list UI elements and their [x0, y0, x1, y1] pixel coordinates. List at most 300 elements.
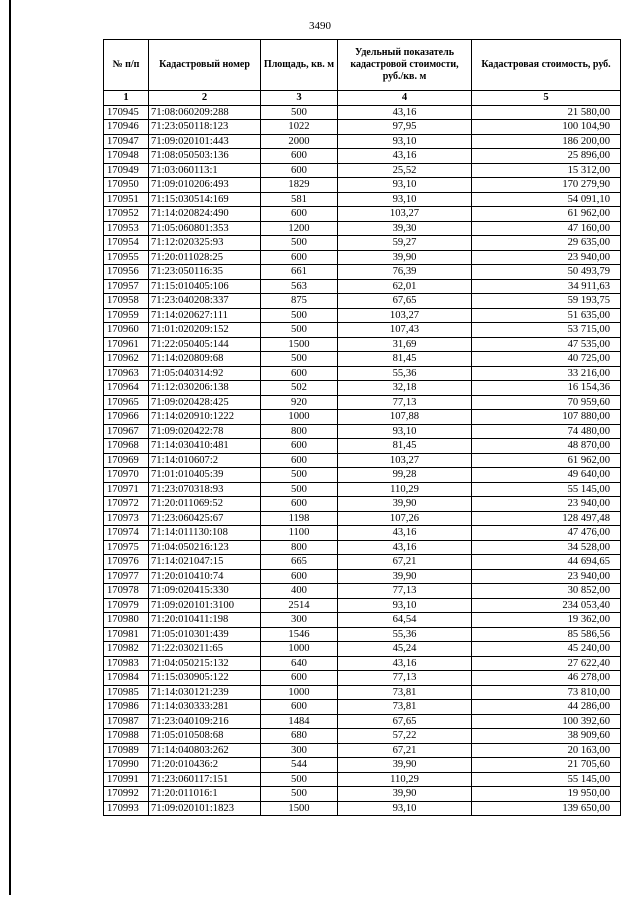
table-row	[104, 323, 621, 338]
table-row	[104, 482, 621, 497]
row-index: 170971	[104, 482, 149, 497]
cadastral-number: 71:20:011028:25	[149, 250, 261, 265]
specific-value: 59,27	[338, 236, 472, 251]
area: 500	[261, 308, 338, 323]
cadastral-value: 49 640,00	[472, 468, 621, 483]
area: 600	[261, 497, 338, 512]
row-index: 170959	[104, 308, 149, 323]
row-index: 170967	[104, 424, 149, 439]
cadastral-value: 186 200,00	[472, 134, 621, 149]
specific-value: 67,65	[338, 294, 472, 309]
row-index: 170960	[104, 323, 149, 338]
area: 500	[261, 468, 338, 483]
area: 600	[261, 250, 338, 265]
area: 500	[261, 323, 338, 338]
cadastral-number: 71:14:040803:262	[149, 743, 261, 758]
cadastral-number: 71:04:050215:132	[149, 656, 261, 671]
area: 600	[261, 366, 338, 381]
area: 502	[261, 381, 338, 396]
specific-value: 103,27	[338, 308, 472, 323]
area: 800	[261, 540, 338, 555]
row-index: 170968	[104, 439, 149, 454]
specific-value: 39,90	[338, 787, 472, 802]
cadastral-value: 55 145,00	[472, 482, 621, 497]
row-index: 170992	[104, 787, 149, 802]
specific-value: 43,16	[338, 105, 472, 120]
specific-value: 57,22	[338, 729, 472, 744]
table-row	[104, 192, 621, 207]
row-index: 170964	[104, 381, 149, 396]
cadastral-value: 19 950,00	[472, 787, 621, 802]
cadastral-value: 33 216,00	[472, 366, 621, 381]
cadastral-number: 71:20:010411:198	[149, 613, 261, 628]
specific-value: 39,90	[338, 758, 472, 773]
area: 600	[261, 671, 338, 686]
table-row	[104, 787, 621, 802]
cadastral-value: 23 940,00	[472, 569, 621, 584]
cadastral-value: 100 104,90	[472, 120, 621, 135]
cadastral-value: 128 497,48	[472, 511, 621, 526]
cadastral-number: 71:12:030206:138	[149, 381, 261, 396]
header-row	[104, 40, 621, 91]
row-index: 170970	[104, 468, 149, 483]
cadastral-value: 47 160,00	[472, 221, 621, 236]
cadastral-number: 71:15:010405:106	[149, 279, 261, 294]
column-number: 3	[261, 91, 338, 106]
specific-value: 97,95	[338, 120, 472, 135]
table-body	[104, 105, 621, 816]
cadastral-value: 30 852,00	[472, 584, 621, 599]
cadastral-number: 71:05:010301:439	[149, 627, 261, 642]
specific-value: 110,29	[338, 772, 472, 787]
cadastral-value: 139 650,00	[472, 801, 621, 816]
cadastral-value: 54 091,10	[472, 192, 621, 207]
row-index: 170979	[104, 598, 149, 613]
cadastral-value: 70 959,60	[472, 395, 621, 410]
table-row	[104, 526, 621, 541]
table-row	[104, 178, 621, 193]
cadastral-value: 38 909,60	[472, 729, 621, 744]
area: 1500	[261, 801, 338, 816]
row-index: 170969	[104, 453, 149, 468]
table-row	[104, 221, 621, 236]
header-cadastral-value: Кадастровая стоимость, руб.	[472, 40, 621, 91]
cadastral-number: 71:15:030514:169	[149, 192, 261, 207]
area: 680	[261, 729, 338, 744]
specific-value: 43,16	[338, 149, 472, 164]
cadastral-number: 71:14:030121:239	[149, 685, 261, 700]
cadastral-value: 107 880,00	[472, 410, 621, 425]
table-row	[104, 685, 621, 700]
specific-value: 55,36	[338, 366, 472, 381]
cadastral-table	[103, 39, 621, 816]
column-number: 5	[472, 91, 621, 106]
area: 1100	[261, 526, 338, 541]
table-row	[104, 714, 621, 729]
row-index: 170983	[104, 656, 149, 671]
table-row	[104, 366, 621, 381]
specific-value: 93,10	[338, 134, 472, 149]
specific-value: 107,26	[338, 511, 472, 526]
specific-value: 39,90	[338, 569, 472, 584]
cadastral-number: 71:20:011069:52	[149, 497, 261, 512]
table-row	[104, 700, 621, 715]
area: 300	[261, 613, 338, 628]
table-row	[104, 497, 621, 512]
cadastral-number: 71:14:030333:281	[149, 700, 261, 715]
cadastral-number: 71:22:050405:144	[149, 337, 261, 352]
table-row	[104, 569, 621, 584]
cadastral-number: 71:04:050216:123	[149, 540, 261, 555]
cadastral-value: 45 240,00	[472, 642, 621, 657]
area: 500	[261, 236, 338, 251]
specific-value: 25,52	[338, 163, 472, 178]
area: 1546	[261, 627, 338, 642]
table-row	[104, 656, 621, 671]
area: 1484	[261, 714, 338, 729]
header-specific-value: Удельный показатель кадастровой стоимости, руб./кв. м	[338, 40, 472, 91]
cadastral-value: 85 586,56	[472, 627, 621, 642]
table-row	[104, 134, 621, 149]
area: 400	[261, 584, 338, 599]
specific-value: 103,27	[338, 207, 472, 222]
row-index: 170961	[104, 337, 149, 352]
cadastral-number: 71:20:011016:1	[149, 787, 261, 802]
row-index: 170982	[104, 642, 149, 657]
row-index: 170988	[104, 729, 149, 744]
table-row	[104, 149, 621, 164]
cadastral-value: 47 535,00	[472, 337, 621, 352]
cadastral-value: 40 725,00	[472, 352, 621, 367]
table-row	[104, 540, 621, 555]
row-index: 170984	[104, 671, 149, 686]
specific-value: 39,90	[338, 250, 472, 265]
area: 500	[261, 352, 338, 367]
table-row	[104, 308, 621, 323]
row-index: 170954	[104, 236, 149, 251]
area: 600	[261, 207, 338, 222]
row-index: 170986	[104, 700, 149, 715]
row-index: 170987	[104, 714, 149, 729]
specific-value: 110,29	[338, 482, 472, 497]
specific-value: 73,81	[338, 685, 472, 700]
table-row	[104, 381, 621, 396]
cadastral-number: 71:14:021047:15	[149, 555, 261, 570]
column-number-row	[104, 91, 621, 106]
specific-value: 39,90	[338, 497, 472, 512]
row-index: 170966	[104, 410, 149, 425]
area: 500	[261, 772, 338, 787]
cadastral-number: 71:23:060117:151	[149, 772, 261, 787]
cadastral-number: 71:09:020101:443	[149, 134, 261, 149]
area: 800	[261, 424, 338, 439]
area: 1198	[261, 511, 338, 526]
specific-value: 43,16	[338, 540, 472, 555]
cadastral-number: 71:23:070318:93	[149, 482, 261, 497]
table-row	[104, 511, 621, 526]
table-row	[104, 743, 621, 758]
area: 920	[261, 395, 338, 410]
area: 2514	[261, 598, 338, 613]
cadastral-number: 71:23:040208:337	[149, 294, 261, 309]
table-row	[104, 772, 621, 787]
table-row	[104, 265, 621, 280]
row-index: 170950	[104, 178, 149, 193]
area: 1200	[261, 221, 338, 236]
area: 600	[261, 453, 338, 468]
cadastral-value: 15 312,00	[472, 163, 621, 178]
table-row	[104, 424, 621, 439]
row-index: 170955	[104, 250, 149, 265]
area: 600	[261, 439, 338, 454]
row-index: 170947	[104, 134, 149, 149]
cadastral-value: 73 810,00	[472, 685, 621, 700]
cadastral-number: 71:05:010508:68	[149, 729, 261, 744]
cadastral-number: 71:05:060801:353	[149, 221, 261, 236]
specific-value: 93,10	[338, 598, 472, 613]
table-row	[104, 163, 621, 178]
cadastral-number: 71:09:020415:330	[149, 584, 261, 599]
cadastral-number: 71:08:050503:136	[149, 149, 261, 164]
cadastral-value: 170 279,90	[472, 178, 621, 193]
cadastral-number: 71:01:010405:39	[149, 468, 261, 483]
table-row	[104, 294, 621, 309]
specific-value: 31,69	[338, 337, 472, 352]
cadastral-number: 71:14:011130:108	[149, 526, 261, 541]
row-index: 170945	[104, 105, 149, 120]
cadastral-number: 71:09:010206:493	[149, 178, 261, 193]
row-index: 170978	[104, 584, 149, 599]
row-index: 170972	[104, 497, 149, 512]
row-index: 170990	[104, 758, 149, 773]
row-index: 170962	[104, 352, 149, 367]
cadastral-value: 51 635,00	[472, 308, 621, 323]
cadastral-number: 71:14:020627:111	[149, 308, 261, 323]
area: 500	[261, 105, 338, 120]
cadastral-number: 71:14:030410:481	[149, 439, 261, 454]
row-index: 170973	[104, 511, 149, 526]
specific-value: 77,13	[338, 395, 472, 410]
table-row	[104, 236, 621, 251]
cadastral-number: 71:23:050118:123	[149, 120, 261, 135]
row-index: 170985	[104, 685, 149, 700]
area: 500	[261, 787, 338, 802]
specific-value: 103,27	[338, 453, 472, 468]
area: 1500	[261, 337, 338, 352]
row-index: 170989	[104, 743, 149, 758]
table-row	[104, 627, 621, 642]
area: 875	[261, 294, 338, 309]
specific-value: 77,13	[338, 584, 472, 599]
specific-value: 67,21	[338, 555, 472, 570]
specific-value: 32,18	[338, 381, 472, 396]
area: 500	[261, 482, 338, 497]
cadastral-number: 71:03:060113:1	[149, 163, 261, 178]
row-index: 170976	[104, 555, 149, 570]
table-row	[104, 758, 621, 773]
cadastral-value: 34 911,63	[472, 279, 621, 294]
cadastral-value: 16 154,36	[472, 381, 621, 396]
cadastral-value: 59 193,75	[472, 294, 621, 309]
row-index: 170977	[104, 569, 149, 584]
specific-value: 76,39	[338, 265, 472, 280]
specific-value: 43,16	[338, 656, 472, 671]
cadastral-number: 71:23:060425:67	[149, 511, 261, 526]
specific-value: 62,01	[338, 279, 472, 294]
cadastral-number: 71:23:040109:216	[149, 714, 261, 729]
cadastral-number: 71:20:010410:74	[149, 569, 261, 584]
cadastral-number: 71:01:020209:152	[149, 323, 261, 338]
cadastral-number: 71:09:020101:1823	[149, 801, 261, 816]
table-row	[104, 395, 621, 410]
column-number: 1	[104, 91, 149, 106]
area: 600	[261, 163, 338, 178]
table-row	[104, 105, 621, 120]
area: 544	[261, 758, 338, 773]
cadastral-value: 44 694,65	[472, 555, 621, 570]
cadastral-number: 71:09:020428:425	[149, 395, 261, 410]
specific-value: 93,10	[338, 192, 472, 207]
area: 600	[261, 569, 338, 584]
table-row	[104, 642, 621, 657]
row-index: 170949	[104, 163, 149, 178]
specific-value: 67,21	[338, 743, 472, 758]
row-index: 170946	[104, 120, 149, 135]
cadastral-number: 71:09:020101:3100	[149, 598, 261, 613]
column-number: 4	[338, 91, 472, 106]
row-index: 170980	[104, 613, 149, 628]
table-row	[104, 584, 621, 599]
header-cadastral-number: Кадастровый номер	[149, 40, 261, 91]
table-row	[104, 729, 621, 744]
cadastral-value: 100 392,60	[472, 714, 621, 729]
row-index: 170965	[104, 395, 149, 410]
cadastral-value: 46 278,00	[472, 671, 621, 686]
specific-value: 77,13	[338, 671, 472, 686]
table-row	[104, 120, 621, 135]
row-index: 170956	[104, 265, 149, 280]
table-row	[104, 250, 621, 265]
cadastral-number: 71:12:020325:93	[149, 236, 261, 251]
area: 300	[261, 743, 338, 758]
row-index: 170957	[104, 279, 149, 294]
area: 1000	[261, 685, 338, 700]
specific-value: 107,88	[338, 410, 472, 425]
page-number: 3490	[309, 20, 331, 32]
area: 600	[261, 149, 338, 164]
area: 661	[261, 265, 338, 280]
table-row	[104, 613, 621, 628]
cadastral-number: 71:08:060209:288	[149, 105, 261, 120]
area: 2000	[261, 134, 338, 149]
cadastral-number: 71:14:010607:2	[149, 453, 261, 468]
specific-value: 81,45	[338, 439, 472, 454]
specific-value: 81,45	[338, 352, 472, 367]
cadastral-number: 71:05:040314:92	[149, 366, 261, 381]
cadastral-number: 71:15:030905:122	[149, 671, 261, 686]
cadastral-value: 48 870,00	[472, 439, 621, 454]
cadastral-value: 23 940,00	[472, 497, 621, 512]
area: 640	[261, 656, 338, 671]
row-index: 170958	[104, 294, 149, 309]
table-row	[104, 439, 621, 454]
cadastral-value: 19 362,00	[472, 613, 621, 628]
row-index: 170974	[104, 526, 149, 541]
area: 1000	[261, 642, 338, 657]
row-index: 170981	[104, 627, 149, 642]
row-index: 170951	[104, 192, 149, 207]
cadastral-value: 234 053,40	[472, 598, 621, 613]
cadastral-value: 55 145,00	[472, 772, 621, 787]
cadastral-value: 44 286,00	[472, 700, 621, 715]
specific-value: 93,10	[338, 178, 472, 193]
table-row	[104, 468, 621, 483]
table-row	[104, 352, 621, 367]
cadastral-value: 53 715,00	[472, 323, 621, 338]
table-row	[104, 671, 621, 686]
specific-value: 67,65	[338, 714, 472, 729]
specific-value: 107,43	[338, 323, 472, 338]
specific-value: 39,30	[338, 221, 472, 236]
cadastral-number: 71:23:050116:35	[149, 265, 261, 280]
row-index: 170952	[104, 207, 149, 222]
row-index: 170948	[104, 149, 149, 164]
cadastral-value: 29 635,00	[472, 236, 621, 251]
cadastral-value: 61 962,00	[472, 453, 621, 468]
table-row	[104, 801, 621, 816]
table-row	[104, 555, 621, 570]
row-index: 170953	[104, 221, 149, 236]
area: 563	[261, 279, 338, 294]
area: 1829	[261, 178, 338, 193]
cadastral-number: 71:14:020910:1222	[149, 410, 261, 425]
specific-value: 73,81	[338, 700, 472, 715]
cadastral-number: 71:14:020824:490	[149, 207, 261, 222]
cadastral-value: 23 940,00	[472, 250, 621, 265]
area: 1022	[261, 120, 338, 135]
cadastral-value: 61 962,00	[472, 207, 621, 222]
cadastral-number: 71:14:020809:68	[149, 352, 261, 367]
cadastral-value: 20 163,00	[472, 743, 621, 758]
area: 600	[261, 700, 338, 715]
column-number: 2	[149, 91, 261, 106]
table-row	[104, 453, 621, 468]
table-row	[104, 410, 621, 425]
specific-value: 55,36	[338, 627, 472, 642]
cadastral-value: 74 480,00	[472, 424, 621, 439]
cadastral-value: 25 896,00	[472, 149, 621, 164]
cadastral-value: 21 580,00	[472, 105, 621, 120]
table-row	[104, 279, 621, 294]
specific-value: 45,24	[338, 642, 472, 657]
cadastral-value: 21 705,60	[472, 758, 621, 773]
header-index: № п/п	[104, 40, 149, 91]
cadastral-number: 71:22:030211:65	[149, 642, 261, 657]
cadastral-value: 27 622,40	[472, 656, 621, 671]
left-margin-line	[9, 0, 11, 895]
cadastral-value: 34 528,00	[472, 540, 621, 555]
area: 665	[261, 555, 338, 570]
area: 581	[261, 192, 338, 207]
cadastral-number: 71:09:020422:78	[149, 424, 261, 439]
specific-value: 99,28	[338, 468, 472, 483]
specific-value: 93,10	[338, 801, 472, 816]
cadastral-value: 47 476,00	[472, 526, 621, 541]
row-index: 170963	[104, 366, 149, 381]
area: 1000	[261, 410, 338, 425]
header-area: Площадь, кв. м	[261, 40, 338, 91]
cadastral-value: 50 493,79	[472, 265, 621, 280]
